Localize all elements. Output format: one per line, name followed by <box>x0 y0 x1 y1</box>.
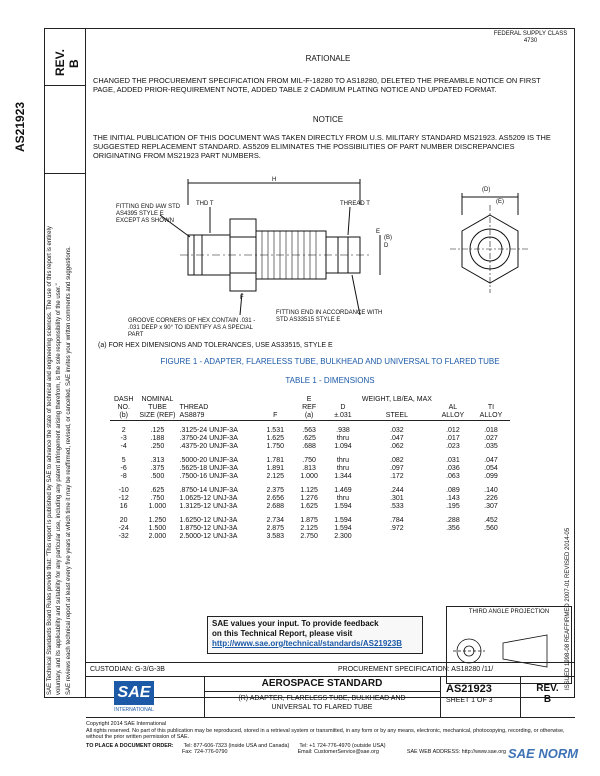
order-info-2 <box>86 749 575 756</box>
table-cell: .972 <box>390 524 404 532</box>
table-cell: .032 <box>390 426 404 434</box>
table-cell: .452 <box>484 516 498 524</box>
table-cell: .063 <box>446 472 460 480</box>
table-cell: SIZE (REF) <box>139 412 176 419</box>
table-cell <box>258 396 292 404</box>
table-cell: 1.594 <box>334 516 352 524</box>
table-cell: 1.594 <box>334 502 352 510</box>
sae-logo: SAE <box>114 681 154 705</box>
table-cell: .375 <box>150 464 165 472</box>
dim-e-label: (E) <box>496 199 504 205</box>
rev-cell-bottom <box>520 677 575 717</box>
dim-f-label: F <box>240 295 244 301</box>
table-cell: 1.469 <box>334 486 352 494</box>
table-cell: .018 <box>484 426 498 434</box>
table-cell: .125 <box>150 426 165 434</box>
table-cell: ALLOY <box>479 412 503 419</box>
dim-d-right-label: D <box>384 243 389 249</box>
feedback-line1: SAE values your input. To provide feedback <box>212 619 379 628</box>
table-cell: -3 <box>120 434 127 442</box>
table-cell <box>360 404 434 412</box>
table-cell: .188 <box>150 434 165 442</box>
third-angle-label: THIRD ANGLE PROJECTION <box>468 609 550 615</box>
rights: All rights reserved. No part of this publication may be reproduced, stored in a retrieval system or transmitted, in any form or by any means, electronic, mechanical, photocopying, recording, or otherwise, without the prior written permission of SAE. <box>86 727 565 740</box>
table-cell: WEIGHT, LB/EA, MAX <box>361 396 432 403</box>
table-cell: 1.6250-12 UNJ-3A <box>179 516 238 524</box>
doc-number-cell-bottom <box>440 677 521 717</box>
table-cell: 2.688 <box>266 502 284 510</box>
table-cell: 1.531 <box>266 426 284 434</box>
table-cell: .313 <box>150 456 165 464</box>
notice-section <box>93 115 563 160</box>
thd-t-label: THD T <box>196 201 214 207</box>
note-b-label: (B) <box>384 235 392 241</box>
custodian-row-rule <box>86 662 575 663</box>
table-cell <box>472 396 510 404</box>
table-cell: .625 <box>302 434 316 442</box>
custodian: CUSTODIAN: G-3/G-3B <box>90 666 165 673</box>
table-cell <box>434 396 472 404</box>
procurement-spec: PROCUREMENT SPECIFICATION: AS18280 /11/ <box>338 666 494 673</box>
sae-logo-sub: INTERNATIONAL <box>114 707 154 713</box>
fitting-end-note: FITTING END IAW STD AS4395 STYLE E EXCEPT AS SHOWN <box>116 204 181 224</box>
table-cell <box>178 396 259 404</box>
table-cell: 20 <box>119 516 128 524</box>
table-cell: TUBE <box>148 404 167 411</box>
doc-number-vertical: AS21923 <box>13 101 27 152</box>
table-cell: DASH <box>113 396 134 403</box>
table-row <box>110 473 510 481</box>
table-cell: THREAD <box>179 404 209 411</box>
table-cell: 2 <box>121 426 126 434</box>
order-tel2: Tel: +1 724-776-4970 (outside USA) <box>299 742 386 749</box>
table-cell: .563 <box>302 426 316 434</box>
table-cell: 1.625 <box>266 434 284 442</box>
table-header-row <box>110 404 510 412</box>
table-cell: E <box>306 396 312 403</box>
rev-label-bottom: REV. <box>536 683 559 694</box>
table-header-row <box>110 412 510 421</box>
table-cell: .688 <box>302 442 316 450</box>
table-cell: .5625-18 UNJF-3A <box>179 464 238 472</box>
side-notice-line2: voluntary, and its applicability and suitability for any particular use, including any patent infringement arising therefrom, is the sole responsibility of the user." <box>56 283 62 695</box>
table-cell: thru <box>336 434 349 442</box>
table-cell: .356 <box>446 524 460 532</box>
table-cell: 1.0625-12 UNJ-3A <box>179 494 238 502</box>
table-cell: 3.583 <box>266 532 284 540</box>
table-cell: 1.344 <box>334 472 352 480</box>
table-cell: 1.094 <box>334 442 352 450</box>
table-cell: TI <box>487 404 495 411</box>
table-cell: 1.000 <box>300 472 318 480</box>
rationale-title: RATIONALE <box>305 54 351 63</box>
sae-norm-watermark: SAE NORM <box>508 746 579 761</box>
side-notice-line1: SAE Technical Standards Board Rules provide that: "This report is published by SAE to advance the state of technical and engineering sciences. The use of this report is entirely <box>47 226 53 695</box>
table-cell: STEEL <box>385 412 408 419</box>
table-row <box>110 427 510 435</box>
table-cell: .062 <box>390 442 404 450</box>
table-cell: NOMINAL <box>141 396 174 403</box>
feedback-line2: on this Technical Report, please visit <box>212 629 353 638</box>
table-cell: .938 <box>336 426 350 434</box>
dimensions-table-grid <box>110 396 510 541</box>
fitting-end2-note: FITTING END IN ACCORDANCE WITH STD AS33515 STYLE E <box>276 310 383 323</box>
dimensions-table <box>110 396 510 541</box>
dim-h-label: H <box>272 177 277 183</box>
federal-supply-class <box>488 31 573 45</box>
rationale-text: CHANGED THE PROCUREMENT SPECIFICATION FROM MIL-F-18280 TO AS18280, DELETED THE PREAMBLE NOTICE ON FIRST PAGE, ADDED PRIOR-REQUIREMENT NOTE, ADDED TABLE 2 CADMIUM PLATING NOTICE AND UPDATED FORMAT. <box>93 76 541 94</box>
figure-caption: FIGURE 1 - ADAPTER, FLARELESS TUBE, BULKHEAD AND UNIVERSAL TO FLARED TUBE <box>160 357 500 366</box>
table-cell: 1.000 <box>148 502 167 510</box>
table-cell: -32 <box>118 532 129 540</box>
table-cell: 2.300 <box>334 532 352 540</box>
table-cell: .047 <box>484 456 498 464</box>
table-cell: -10 <box>118 486 129 494</box>
table-cell: 2.000 <box>148 532 167 540</box>
table-cell: ±.031 <box>334 412 352 419</box>
table-row <box>110 465 510 473</box>
table-cell: 2.125 <box>266 472 284 480</box>
table-cell: AS8879 <box>179 412 205 419</box>
table-row <box>110 487 510 495</box>
table-row <box>110 443 510 451</box>
rev-value-vertical: B <box>67 59 81 68</box>
table-cell: 1.500 <box>148 524 167 532</box>
table-header-row <box>110 396 510 404</box>
table-cell: 2.875 <box>266 524 284 532</box>
table-cell <box>326 396 360 404</box>
thread-t-label: THREAD T <box>340 201 370 207</box>
rev-label-vertical: REV. <box>53 49 67 76</box>
table-cell: NO. <box>117 404 130 411</box>
table-row <box>110 533 510 541</box>
table-cell: .625 <box>150 486 165 494</box>
table-cell: 1.781 <box>266 456 284 464</box>
dim-e-right-label: E <box>376 229 381 235</box>
table-cell: F <box>273 412 278 419</box>
feedback-box <box>207 616 423 654</box>
table-cell: .288 <box>446 516 460 524</box>
title-block <box>86 676 575 718</box>
table-cell: 2.750 <box>300 532 318 540</box>
rationale-section <box>93 54 563 94</box>
order-email: Email: CustomerService@sae.org <box>297 749 379 755</box>
table-cell: .750 <box>302 456 316 464</box>
table-cell: thru <box>336 464 349 472</box>
table-cell: 16 <box>119 502 128 510</box>
order-fax: Fax: 724-776-0790 <box>182 749 228 755</box>
table-cell: 1.750 <box>266 442 284 450</box>
table-caption: TABLE 1 - DIMENSIONS <box>285 376 375 385</box>
table-cell: 1.594 <box>334 524 352 532</box>
doc-number-cell <box>13 86 86 174</box>
table-cell: 5 <box>121 456 126 464</box>
table-cell <box>434 533 472 541</box>
table-cell: 2.656 <box>266 494 284 502</box>
copyright: Copyright 2014 SAE International <box>86 721 167 727</box>
doc-number-bottom: AS21923 <box>446 683 492 695</box>
table-cell: .031 <box>446 456 460 464</box>
table-cell: .250 <box>150 442 165 450</box>
federal-class-label: FEDERAL SUPPLY CLASS <box>493 31 568 37</box>
table-cell: .089 <box>446 486 460 494</box>
table-cell: .099 <box>484 472 498 480</box>
table-cell: .4375-20 UNJF-3A <box>179 442 238 450</box>
table-cell: 2.375 <box>266 486 284 494</box>
table-cell: .012 <box>446 426 460 434</box>
table-cell: .560 <box>484 524 498 532</box>
hex-note: (a) FOR HEX DIMENSIONS AND TOLERANCES, USE AS33515, STYLE E <box>98 342 333 349</box>
table-cell: (b) <box>119 412 128 419</box>
table-cell: .8750-14 UNJF-3A <box>179 486 238 494</box>
table-cell <box>472 533 510 541</box>
table-cell: .784 <box>390 516 404 524</box>
table-cell: .533 <box>390 502 404 510</box>
table-cell: .027 <box>484 434 498 442</box>
table-cell <box>360 533 434 541</box>
table-row <box>110 435 510 443</box>
standard-title: (R) ADAPTER, FLARELESS TUBE, BULKHEAD AND UNIVERSAL TO FLARED TUBE <box>238 695 406 711</box>
rev-cell <box>44 28 86 86</box>
table-cell: 1.8750-12 UNJ-3A <box>179 524 238 532</box>
aerospace-standard: AEROSPACE STANDARD <box>204 677 440 692</box>
notice-text: THE INITIAL PUBLICATION OF THIS DOCUMENT WAS TAKEN DIRECTLY FROM U.S. MILITARY STANDARD MS21923. AS5209 IS THE SUGGESTED REPLACEMENT STANDARD. AS5209 ELIMINATES THE POSSIBILITIES OF PART NUMBER DISCREPANCIES ORIGINATING FROM MS21923 PART NUMBERS. <box>93 133 551 160</box>
table-cell: .7500-16 UNJF-3A <box>179 472 238 480</box>
table-cell: -4 <box>120 442 127 450</box>
table-cell: (a) <box>304 412 314 419</box>
issued-dates: ISSUED 1998-08 REAFFIRMED 2007-01 REVISED 2014-05 <box>565 527 571 690</box>
table-cell: .023 <box>446 442 460 450</box>
table-cell: .3750-24 UNJF-3A <box>179 434 238 442</box>
footer <box>86 721 575 756</box>
table-cell: .195 <box>446 502 460 510</box>
table-row <box>110 517 510 525</box>
table-cell: .082 <box>390 456 404 464</box>
order-label: TO PLACE A DOCUMENT ORDER: <box>86 742 174 749</box>
sheet-number: SHEET 1 OF 3 <box>446 697 493 704</box>
table-cell: thru <box>336 456 349 464</box>
table-row <box>110 457 510 465</box>
table-cell: D <box>340 404 346 411</box>
table-row <box>110 503 510 511</box>
table-cell: .054 <box>484 464 498 472</box>
table-cell: 1.125 <box>300 486 318 494</box>
side-notice-line3: SAE reviews each technical report at least every five years at which time it may be reaffirmed, revised, or cancelled. SAE invites your written comments and suggestions. <box>66 246 72 695</box>
table-row <box>110 495 510 503</box>
logo-cell <box>86 677 205 717</box>
table-cell: .750 <box>150 494 165 502</box>
feedback-link[interactable]: http://www.sae.org/technical/standards/AS21923B <box>212 639 402 648</box>
table-cell: thru <box>336 494 349 502</box>
table-cell: .035 <box>484 442 498 450</box>
table-cell: 2.5000-12 UNJ-3A <box>179 532 238 540</box>
table-cell: .307 <box>484 502 498 510</box>
rev-value-bottom: B <box>543 694 552 705</box>
table-cell: 2.734 <box>266 516 284 524</box>
table-cell: ALLOY <box>441 412 465 419</box>
title-cell <box>204 677 441 717</box>
table-cell: .036 <box>446 464 460 472</box>
table-cell: 1.3125-12 UNJ-3A <box>179 502 238 510</box>
dim-d-label: (D) <box>482 187 491 193</box>
table-cell: .140 <box>484 486 498 494</box>
table-cell: .143 <box>446 494 460 502</box>
table-cell: .097 <box>390 464 404 472</box>
table-cell: -8 <box>120 472 127 480</box>
table-cell: REF <box>302 404 317 411</box>
table-cell: -24 <box>118 524 129 532</box>
table-cell: .017 <box>446 434 460 442</box>
sae-web-address[interactable]: SAE WEB ADDRESS: http://www.sae.org <box>406 749 507 755</box>
table-cell: 2.125 <box>300 524 318 532</box>
table-cell: -12 <box>118 494 129 502</box>
table-cell: .813 <box>302 464 316 472</box>
table-cell: 1.875 <box>300 516 318 524</box>
notice-title: NOTICE <box>312 115 344 124</box>
table-cell: .301 <box>390 494 404 502</box>
table-cell: .047 <box>390 434 404 442</box>
order-tel: Tel: 877-606-7323 (inside USA and Canada) <box>183 742 290 749</box>
table-cell: 1.625 <box>300 502 318 510</box>
table-cell: 1.250 <box>148 516 167 524</box>
table-cell: 1.276 <box>300 494 318 502</box>
table-cell <box>258 404 292 412</box>
groove-note: GROOVE CORNERS OF HEX CONTAIN .031 - .031 DEEP x 90° TO IDENTIFY AS A SPECIAL PART <box>128 318 256 338</box>
table-cell: AL <box>448 404 458 411</box>
table-cell: .5000-20 UNJF-3A <box>179 456 238 464</box>
federal-class-number: 4730 <box>523 38 538 44</box>
table-cell: .3125-24 UNJF-3A <box>179 426 238 434</box>
table-cell: .172 <box>390 472 404 480</box>
table-cell: .500 <box>150 472 165 480</box>
table-cell: .226 <box>484 494 498 502</box>
table-row <box>110 525 510 533</box>
table-cell: 1.891 <box>266 464 284 472</box>
table-cell: .244 <box>390 486 404 494</box>
table-cell: -6 <box>120 464 127 472</box>
